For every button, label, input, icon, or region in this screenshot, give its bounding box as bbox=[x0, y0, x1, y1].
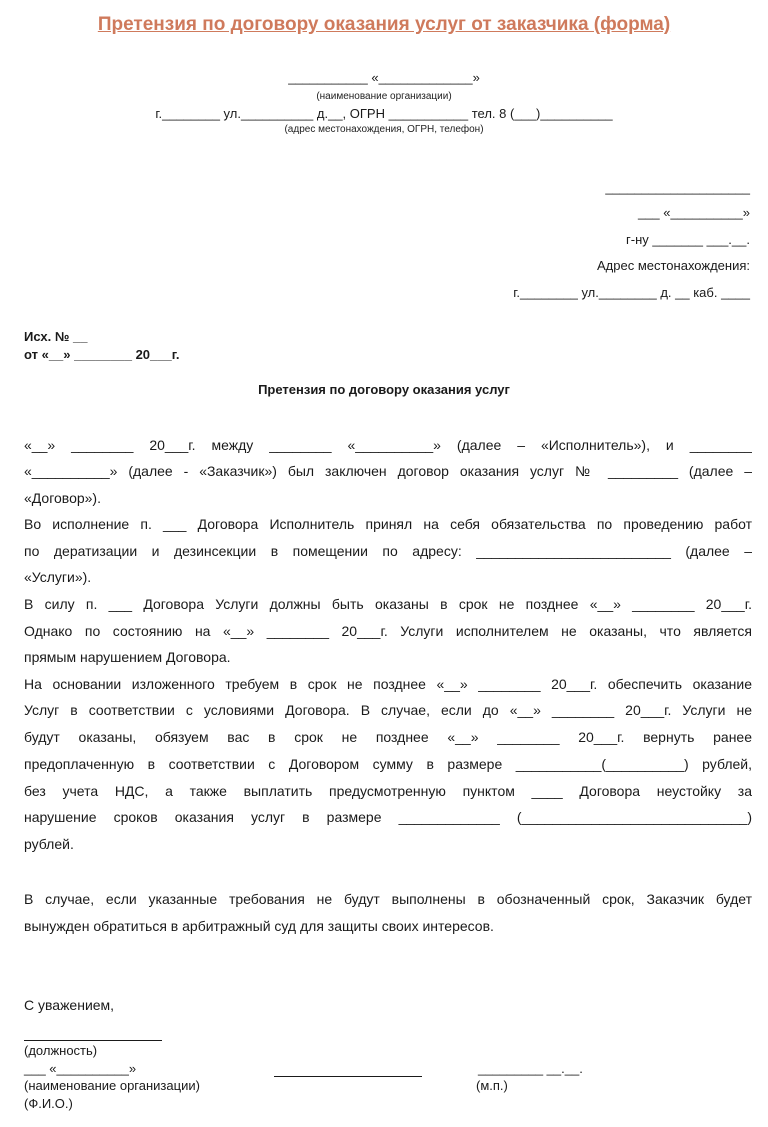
body-line: Во исполнение п. ___ Договора Исполнитель принял на себя обязательства по проведению работ bbox=[24, 516, 752, 532]
recipient-address: г.________ ул.________ д. __ каб. ____ bbox=[513, 285, 750, 300]
position-caption: (должность) bbox=[24, 1043, 98, 1058]
sender-org-caption: (наименование организации) bbox=[316, 91, 452, 102]
sender-address-caption: (адрес местонахождения, ОГРН, телефон) bbox=[284, 124, 484, 135]
document-title: Претензия по договору оказания услуг от заказчика (форма) bbox=[97, 14, 671, 35]
body-line: рублей. bbox=[24, 836, 74, 852]
body-line: «Услуги»). bbox=[24, 569, 92, 585]
signature-org-caption: (наименование организации) bbox=[24, 1078, 200, 1093]
body-line: «Договор»). bbox=[24, 490, 101, 506]
body-line: предоплаченную в соответствии с Договором сумму в размере ___________(__________) рублей, bbox=[24, 756, 752, 772]
signature-date-line: _________ __.__. bbox=[478, 1061, 583, 1076]
signature-line bbox=[274, 1076, 422, 1077]
sender-org-line: ___________ «_____________» bbox=[288, 70, 480, 85]
outgoing-date: от «__» ________ 20___г. bbox=[24, 347, 180, 362]
body-line: по дератизации и дезинсекции в помещении по адресу: _________________________ (далее – bbox=[24, 543, 752, 559]
signature-org-line: ___ «__________» bbox=[24, 1061, 137, 1076]
body-line: «__» ________ 20___г. между ________ «__________» (далее – «Исполнитель»), и ________ bbox=[24, 437, 752, 453]
stamp-caption: (м.п.) bbox=[476, 1078, 508, 1093]
body-line: будут оказаны, обязуем вас в срок не позднее «__» ________ 20___г. вернуть ранее bbox=[24, 729, 752, 745]
position-signature-line bbox=[24, 1040, 162, 1041]
fio-caption: (Ф.И.О.) bbox=[24, 1096, 73, 1111]
outgoing-number: Исх. № __ bbox=[24, 329, 88, 344]
body-line: вынужден обратиться в арбитражный суд для защиты своих интересов. bbox=[24, 918, 494, 934]
recipient-org: ___ «__________» bbox=[637, 205, 750, 220]
body-line: Однако по состоянию на «__» ________ 20___г. Услуги исполнителем не оказаны, что является bbox=[24, 623, 752, 639]
recipient-name: г-ну _______ ___.__. bbox=[626, 232, 750, 247]
body-line: В случае, если указанные требования не будут выполнены в обозначенный срок, Заказчик будет bbox=[24, 891, 752, 907]
recipient-line: ____________________ bbox=[605, 180, 750, 195]
body-line: Услуг в соответствии с условиями Договора. В случае, если до «__» ________ 20___г. Услуги не bbox=[24, 702, 752, 718]
body-line: без учета НДС, а также выплатить предусмотренную пунктом ____ Договора неустойку за bbox=[24, 783, 752, 799]
claim-heading: Претензия по договору оказания услуг bbox=[258, 382, 510, 397]
sender-address-line: г.________ ул.__________ д.__, ОГРН ___________ тел. 8 (___)__________ bbox=[155, 106, 613, 121]
body-line: В силу п. ___ Договора Услуги должны быть оказаны в срок не позднее «__» ________ 20___г. bbox=[24, 596, 752, 612]
body-line: «__________» (далее - «Заказчик») был заключен договор оказания услуг № _________ (далее – bbox=[24, 463, 752, 479]
body-line: нарушение сроков оказания услуг в размере _____________ (_____________________________) bbox=[24, 809, 752, 825]
body-line: На основании изложенного требуем в срок не позднее «__» ________ 20___г. обеспечить оказание bbox=[24, 676, 752, 692]
regards-text: С уважением, bbox=[24, 997, 115, 1013]
recipient-address-label: Адрес местонахождения: bbox=[597, 258, 750, 273]
body-line: прямым нарушением Договора. bbox=[24, 649, 231, 665]
